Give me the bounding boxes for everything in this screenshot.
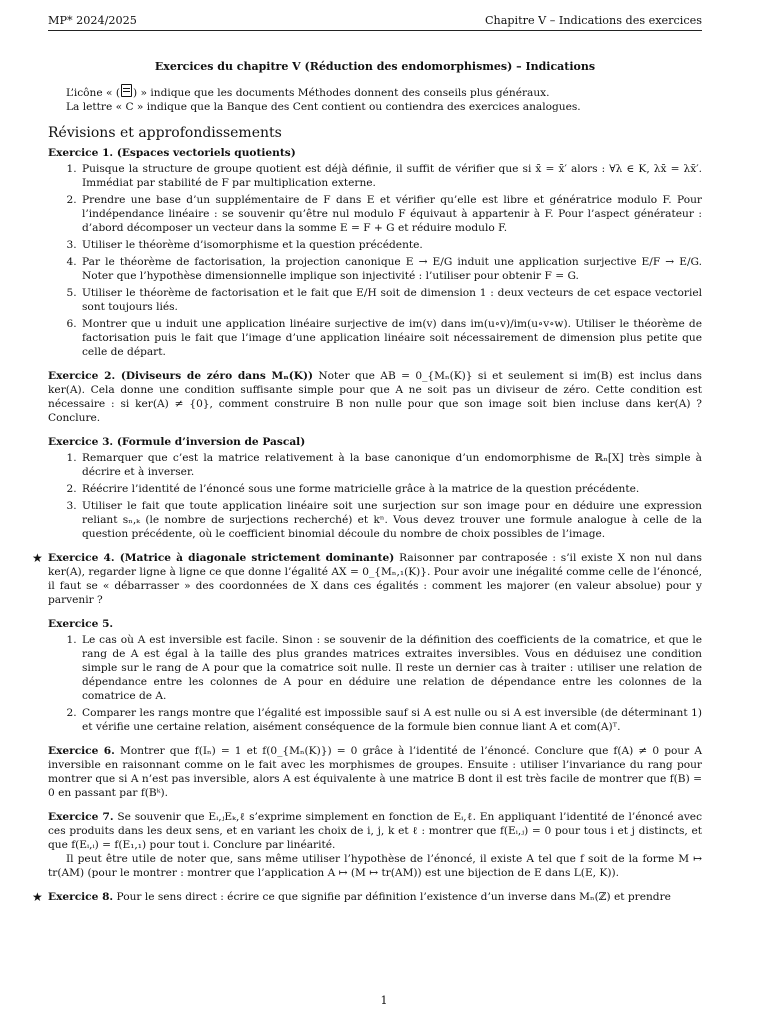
list-item: 4. Par le théorème de factorisation, la projection canonique E → E/G induit une application surjective E/F → E/G. Noter que l’hypothèse dimensionnelle implique son injectivité : l’utiliser pour obtenir F = G.	[80, 255, 702, 283]
section-title: Révisions et approfondissements	[48, 125, 282, 141]
intro-line-1: L’icône « ( ) » indique que les documents Méthodes donnent des conseils plus généraux.	[66, 84, 702, 100]
exercise-6-body: Montrer que f(Iₙ) = 1 et f(0_{Mₙ(K)}) = 0 grâce à l’identité de l’énoncé. Conclure que f(A) ≠ 0 pour A inversible en raisonnant comme on le fait avec les morphismes de groupes. Ensuite : utiliser l’invariance du rang pour montrer que si A n’est pas inversible, alors A est équivalente à une matrice B dont il est très facile de montrer que f(B) = 0 en passant par f(Bᵏ).	[48, 745, 703, 799]
exercise-4-heading: Exercice 4. (Matrice à diagonale strictement dominante)	[48, 552, 395, 564]
exercise-8-body: Pour le sens direct : écrire ce que signifie par définition l’existence d’un inverse dans Mₙ(ℤ) et prendre	[116, 891, 671, 903]
exercise-4-body: Raisonner par contraposée : s’il existe X non nul dans ker(A), regarder ligne à ligne ce que donne l’égalité AX = 0_{Mₙ,₁(K)}. Pour avoir une inégalité comme celle de l’énoncé, il faut se « débarrasser » des coordonnées de X dans ces égalités : comment les majorer (en valeur absolue) pour y parvenir ?	[48, 552, 702, 606]
star-icon: ★	[32, 890, 43, 904]
exercise-1-heading: Exercice 1. (Espaces vectoriels quotients)	[48, 147, 296, 159]
intro	[66, 84, 702, 114]
exercise-6-heading: Exercice 6.	[48, 745, 115, 757]
document-title: Exercices du chapitre V (Réduction des endomorphismes) – Indications	[154, 60, 596, 73]
exercise-3	[48, 435, 702, 541]
intro-line-2: La lettre « C » indique que la Banque des Cent contient ou contiendra des exercices analogues.	[66, 101, 581, 113]
header-left: MP* 2024/2025	[48, 14, 137, 27]
exercise-7	[48, 810, 702, 880]
exercise-7-remark: Il peut être utile de noter que, sans même utiliser l’hypothèse de l’énoncé, il existe A tel que f soit de la forme M ↦ tr(AM) (pour le montrer : montrer que l’application A ↦ (M ↦ tr(AM)) est une bijection de E dans L(E, K)).	[48, 853, 702, 879]
exercise-7-text	[48, 810, 702, 852]
exercise-3-heading: Exercice 3. (Formule d’inversion de Pascal)	[48, 436, 306, 448]
exercise-6	[48, 744, 702, 800]
page-number: 1	[380, 994, 388, 1007]
document-icon	[121, 84, 132, 97]
exercise-4-text	[48, 551, 702, 607]
exercise-5	[48, 617, 702, 734]
header-right: Chapitre V – Indications des exercices	[484, 14, 702, 27]
page-body	[32, 60, 703, 914]
star-icon: ★	[32, 551, 43, 565]
exercise-8	[32, 890, 702, 904]
list-item: 2. Prendre une base d’un supplémentaire de F dans E et vérifier qu’elle est libre et génératrice modulo F. Pour l’indépendance linéaire : se souvenir qu’être nul modulo F équivaut à appartenir à F. Pour l’aspect générateur : d’abord décomposer un vecteur dans la somme E = F + G et réduire modulo F.	[80, 193, 702, 235]
exercise-8-text	[48, 890, 702, 904]
exercise-2-heading: Exercice 2. (Diviseurs de zéro dans Mₙ(K))	[48, 370, 314, 382]
list-item: 2. Réécrire l’identité de l’énoncé sous une forme matricielle grâce à la matrice de la question précédente.	[80, 482, 702, 496]
list-item: 1. Puisque la structure de groupe quotient est déjà définie, il suffit de vérifier que si x̄ = x̄′ alors : ∀λ ∈ K, λx̄ = λx̄′. Immédiat par stabilité de F par multiplication externe.	[80, 162, 702, 190]
exercise-2-body: Noter que AB = 0_{Mₙ(K)} si et seulement si im(B) est inclus dans ker(A). Cela donne une condition suffisante simple pour que A ne soit pas un diviseur de zéro. Cette condition est nécessaire : si ker(A) ≠ {0}, comment construire B non nulle pour que son image soit bien incluse dans ker(A) ? Conclure.	[48, 370, 702, 424]
exercise-4	[32, 551, 702, 607]
list-item: 1. Le cas où A est inversible est facile. Sinon : se souvenir de la définition des coefficients de la comatrice, et que le rang de A est égal à la taille des plus grandes matrices extraites inversibles. Vous en déduisez une condition simple sur le rang de A pour que la comatrice soit nulle. Il reste un dernier cas à traiter : utiliser une relation de dépendance entre les colonnes de A pour en déduire une relation de dépendance entre les colonnes de la comatrice de A.	[80, 633, 702, 703]
exercise-7-body: Se souvenir que Eᵢ,ⱼEₖ,ℓ s’exprime simplement en fonction de Eᵢ,ℓ. En appliquant l’identité de l’énoncé avec ces produits dans les deux sens, et en variant les choix de i, j, k et ℓ : montrer que f(Eᵢ,ⱼ) = 0 pour tous i et j distincts, et que f(Eᵢ,ᵢ) = f(E₁,₁) pour tout i. Conclure par linéarité.	[48, 811, 703, 851]
list-item: 5. Utiliser le théorème de factorisation et le fait que E/H soit de dimension 1 : deux vecteurs de cet espace vectoriel sont toujours liés.	[80, 286, 702, 314]
exercise-8-heading: Exercice 8.	[48, 891, 114, 903]
exercise-2-text	[48, 369, 702, 425]
list-item: 2. Comparer les rangs montre que l’égalité est impossible sauf si A est nulle ou si A est inversible (de déterminant 1) et vérifie une certaine relation, aisément conséquence de la formule bien connue liant A et com(A)ᵀ.	[80, 706, 702, 734]
exercise-7-heading: Exercice 7.	[48, 811, 114, 823]
exercise-6-text	[48, 744, 702, 800]
exercise-3-list	[48, 451, 702, 541]
header-rule	[48, 30, 702, 31]
exercise-5-list	[48, 633, 702, 734]
list-item: 3. Utiliser le fait que toute application linéaire soit une surjection sur son image pour en déduire une expression reliant sₙ,ₖ (le nombre de surjections recherché) et kⁿ. Vous devez trouver une formule analogue à celle de la question précédente, où le coefficient binomial découle du nombre de choix possibles de l’image.	[80, 499, 702, 541]
exercise-2	[48, 369, 702, 425]
page-header	[48, 14, 702, 28]
list-item: 3. Utiliser le théorème d’isomorphisme et la question précédente.	[80, 238, 702, 252]
exercise-5-heading: Exercice 5.	[48, 618, 114, 630]
exercise-1-list	[48, 162, 702, 359]
list-item: 6. Montrer que u induit une application linéaire surjective de im(v) dans im(u∘v)/im(u∘v∘w). Utiliser le théorème de factorisation puis le fait que l’image d’une application linéaire soit nécessairement de dimension plus petite que celle de départ.	[80, 317, 702, 359]
exercise-1	[48, 146, 702, 359]
list-item: 1. Remarquer que c’est la matrice relativement à la base canonique d’un endomorphisme de ℝₙ[X] très simple à décrire et à inverser.	[80, 451, 702, 479]
